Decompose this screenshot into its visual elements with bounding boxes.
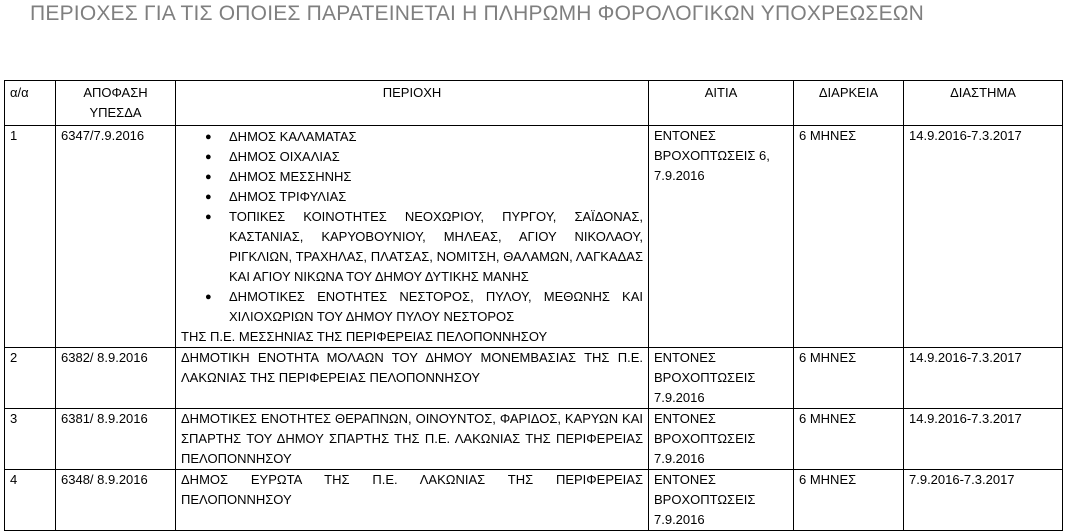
header-decision-line2: ΥΠΕΣΔΑ [89, 105, 142, 120]
table-row [5, 470, 1063, 531]
cell-duration: 6 ΜΗΝΕΣ [794, 409, 904, 470]
list-item [205, 187, 643, 207]
area-bullet-list [181, 127, 643, 327]
list-item-text: ΔΗΜΟΣ ΟΙΧΑΛΙΑΣ [229, 149, 340, 164]
cell-duration: 6 ΜΗΝΕΣ [794, 470, 904, 531]
cell-aa: 2 [5, 348, 56, 409]
list-item [205, 207, 643, 287]
table-row [5, 348, 1063, 409]
cell-duration: 6 ΜΗΝΕΣ [794, 348, 904, 409]
header-period: ΔΙΑΣΤΗΜΑ [904, 81, 1063, 126]
cell-area [176, 126, 649, 348]
bullet-icon: ● [205, 151, 212, 163]
list-item-text: ΔΗΜΟΤΙΚΕΣ ΕΝΟΤΗΤΕΣ ΝΕΣΤΟΡΟΣ, ΠΥΛΟΥ, ΜΕΘΩΝΗΣ ΚΑΙ ΧΙΛΙΟΧΩΡΙΩΝ ΤΟΥ ΔΗΜΟΥ ΠΥΛΟΥ ΝΕΣΤΟΡΟΣ [229, 289, 643, 324]
bullet-icon: ● [205, 291, 212, 303]
bullet-icon: ● [205, 131, 212, 143]
cell-area [176, 348, 649, 409]
header-duration: ΔΙΑΡΚΕΙΑ [794, 81, 904, 126]
cell-decision: 6382/ 8.9.2016 [56, 348, 176, 409]
table-row [5, 126, 1063, 348]
list-item [205, 147, 643, 167]
bullet-icon: ● [205, 211, 212, 223]
header-area: ΠΕΡΙΟΧΗ [176, 81, 649, 126]
area-text: ΔΗΜΟΤΙΚΗ ΕΝΟΤΗΤΑ ΜΟΛΑΩΝ ΤΟΥ ΔΗΜΟΥ ΜΟΝΕΜΒΑΣΙΑΣ ΤΗΣ Π.Ε. ΛΑΚΩΝΙΑΣ ΤΗΣ ΠΕΡΙΦΕΡΕΙΑΣ ΠΕΛΟΠΟΝΝΗΣΟΥ [181, 350, 643, 385]
page-title: ΠΕΡΙΟΧΕΣ ΓΙΑ ΤΙΣ ΟΠΟΙΕΣ ΠΑΡΑΤΕΙΝΕΤΑΙ Η ΠΛΗΡΩΜΗ ΦΟΡΟΛΟΓΙΚΩΝ ΥΠΟΧΡΕΩΣΕΩΝ [30, 2, 925, 25]
cause-text: ΕΝΤΟΝΕΣ ΒΡΟΧΟΠΤΩΣΕΙΣ 7.9.2016 [654, 411, 756, 466]
list-item-text: ΔΗΜΟΣ ΜΕΣΣΗΝΗΣ [229, 169, 352, 184]
list-item [205, 127, 643, 147]
area-text: ΔΗΜΟΤΙΚΕΣ ΕΝΟΤΗΤΕΣ ΘΕΡΑΠΝΩΝ, ΟΙΝΟΥΝΤΟΣ, ΦΑΡΙΔΟΣ, ΚΑΡΥΩΝ ΚΑΙ ΣΠΑΡΤΗΣ ΤΟΥ ΔΗΜΟΥ ΣΠΑΡΤΗΣ ΤΗΣ Π.Ε. ΛΑΚΩΝΙΑΣ ΤΗΣ ΠΕΡΙΦΕΡΕΙΑΣ ΠΕΛΟΠΟΝΝΗΣΟΥ [181, 411, 643, 466]
header-decision [56, 81, 176, 126]
table-header-row [5, 81, 1063, 126]
cell-period: 7.9.2016-7.3.2017 [904, 470, 1063, 531]
cell-aa: 4 [5, 470, 56, 531]
cell-area [176, 409, 649, 470]
bullet-icon: ● [205, 171, 212, 183]
list-item [205, 167, 643, 187]
cell-period: 14.9.2016-7.3.2017 [904, 126, 1063, 348]
area-region-note: ΤΗΣ Π.Ε. ΜΕΣΣΗΝΙΑΣ ΤΗΣ ΠΕΡΙΦΕΡΕΙΑΣ ΠΕΛΟΠΟΝΝΗΣΟΥ [181, 329, 548, 344]
list-item [205, 287, 643, 327]
cell-decision: 6348/ 8.9.2016 [56, 470, 176, 531]
cell-decision: 6347/7.9.2016 [56, 126, 176, 348]
cell-period: 14.9.2016-7.3.2017 [904, 348, 1063, 409]
area-text: ΔΗΜΟΣ ΕΥΡΩΤΑ ΤΗΣ Π.Ε. ΛΑΚΩΝΙΑΣ ΤΗΣ ΠΕΡΙΦΕΡΕΙΑΣ ΠΕΛΟΠΟΝΝΗΣΟΥ [181, 472, 643, 507]
table-row [5, 409, 1063, 470]
cause-text: ΕΝΤΟΝΕΣ ΒΡΟΧΟΠΤΩΣΕΙΣ 7.9.2016 [654, 472, 756, 527]
header-aa: α/α [5, 81, 56, 126]
cause-text: ΕΝΤΟΝΕΣ ΒΡΟΧΟΠΤΩΣΕΙΣ 7.9.2016 [654, 350, 756, 405]
bullet-icon: ● [205, 191, 212, 203]
cell-area [176, 470, 649, 531]
list-item-text: ΔΗΜΟΣ ΤΡΙΦΥΛΙΑΣ [229, 189, 347, 204]
cause-text: ΕΝΤΟΝΕΣ ΒΡΟΧΟΠΤΩΣΕΙΣ 6, 7.9.2016 [654, 128, 770, 183]
cell-cause [649, 126, 794, 348]
header-decision-line1: ΑΠΟΦΑΣΗ [83, 85, 148, 100]
list-item-text: ΔΗΜΟΣ ΚΑΛΑΜΑΤΑΣ [229, 129, 357, 144]
areas-table [4, 80, 1063, 531]
cell-cause [649, 470, 794, 531]
cell-decision: 6381/ 8.9.2016 [56, 409, 176, 470]
cell-aa: 3 [5, 409, 56, 470]
list-item-text: ΤΟΠΙΚΕΣ ΚΟΙΝΟΤΗΤΕΣ ΝΕΟΧΩΡΙΟΥ, ΠΥΡΓΟΥ, ΣΑΪΔΟΝΑΣ, ΚΑΣΤΑΝΙΑΣ, ΚΑΡΥΟΒΟΥΝΙΟΥ, ΜΗΛΕΑΣ, ΑΓΙΟΥ ΝΙΚΟΛΑΟΥ, ΡΙΓΚΛΙΩΝ, ΤΡΑΧΗΛΑΣ, ΠΛΑΤΣΑΣ, ΝΟΜΙΤΣΗ, ΘΑΛΑΜΩΝ, ΛΑΓΚΑΔΑΣ ΚΑΙ ΑΓΙΟΥ ΝΙΚΩΝΑ ΤΟΥ ΔΗΜΟΥ ΔΥΤΙΚΗΣ ΜΑΝΗΣ [229, 209, 643, 284]
cell-aa: 1 [5, 126, 56, 348]
cell-duration: 6 ΜΗΝΕΣ [794, 126, 904, 348]
cell-cause [649, 348, 794, 409]
cell-period: 14.9.2016-7.3.2017 [904, 409, 1063, 470]
header-cause: ΑΙΤΙΑ [649, 81, 794, 126]
cell-cause [649, 409, 794, 470]
